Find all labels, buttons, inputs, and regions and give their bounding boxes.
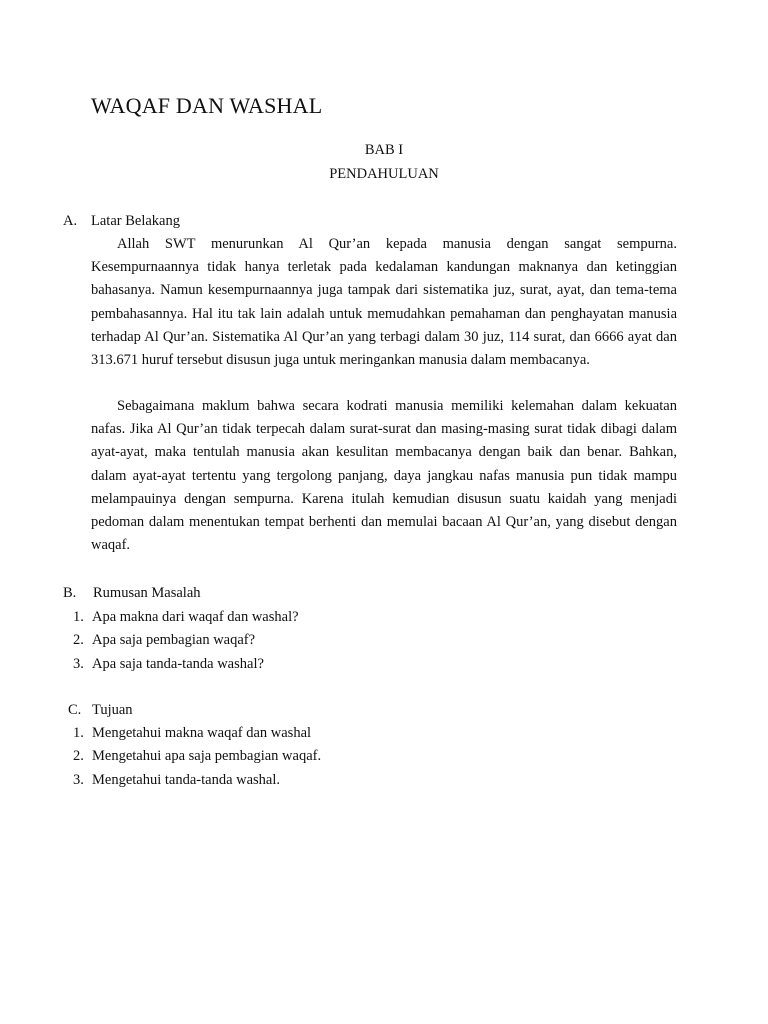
document-title: WAQAF DAN WASHAL (91, 93, 323, 118)
section-b-title: Rumusan Masalah (93, 585, 201, 601)
list-item-text: Apa makna dari waqaf dan washal? (92, 609, 299, 625)
section-a-title: Latar Belakang (91, 213, 180, 229)
section-a-paragraph-2: Sebagaimana maklum bahwa secara kodrati manusia memiliki kelemahan dalam kekuatan nafas. Jika Al Qur’an tidak terpecah dalam surat-surat dan masing-masing surat tidak dibagi dalam ayat-ayat, maka tentulah manusia akan kesulitan membacanya dengan baik dan benar. Bahkan, dalam ayat-ayat tertentu yang tergolong panjang, daya jangkau nafas manusia pun tidak mampu melampauinya dengan sempurna. Karena itulah kemudian disusun suatu kaidah yang menjadi pedoman dalam menentukan tempat berhenti dan memulai bacaan Al Qur’an, yang disebut dengan waqaf. (91, 398, 677, 554)
list-item-number: 3. (73, 655, 84, 672)
chapter-name: PENDAHULUAN (329, 166, 439, 182)
list-item-number: 3. (73, 771, 84, 788)
list-item-number: 2. (73, 748, 84, 765)
list-item-text: Mengetahui tanda-tanda washal. (92, 771, 281, 788)
list-item-text: Apa saja pembagian waqaf? (92, 632, 256, 649)
list-item-text: Mengetahui makna waqaf dan washal (92, 725, 312, 741)
section-a-letter: A. (63, 213, 78, 229)
section-b-letter: B. (63, 585, 77, 601)
section-a-paragraph-1: Allah SWT menurunkan Al Qur’an kepada manusia dengan sangat sempurna. Kesempurnaannya tidak hanya terletak pada kedalaman kandungan maknanya dan ketinggian bahasanya. Namun kesempurnaannya juga tampak dari sistematika juz, surat, ayat, dan tema-tema pembahasannya. Hal itu tak lain adalah untuk memudahkan pemahaman dan penghayatan manusia terhadap Al Qur’an. Sistematika Al Qur’an yang terbagi dalam 30 juz, 114 surat, dan 6666 ayat dan 313.671 huruf tersebut disusun juga untuk meringankan manusia dalam membacanya. (91, 236, 677, 369)
section-b-heading (63, 582, 201, 605)
list-item-number: 2. (73, 632, 84, 649)
section-a-heading (63, 210, 180, 233)
list-item-text: Mengetahui apa saja pembagian waqaf. (92, 748, 322, 765)
section-c-heading (68, 699, 133, 722)
chapter-number: BAB I (364, 142, 404, 158)
list-item-text: Apa saja tanda-tanda washal? (92, 655, 264, 672)
section-c-letter: C. (68, 702, 82, 718)
list-item-number: 1. (73, 725, 84, 741)
section-c-title: Tujuan (92, 702, 133, 718)
list-item-number: 1. (73, 609, 84, 625)
